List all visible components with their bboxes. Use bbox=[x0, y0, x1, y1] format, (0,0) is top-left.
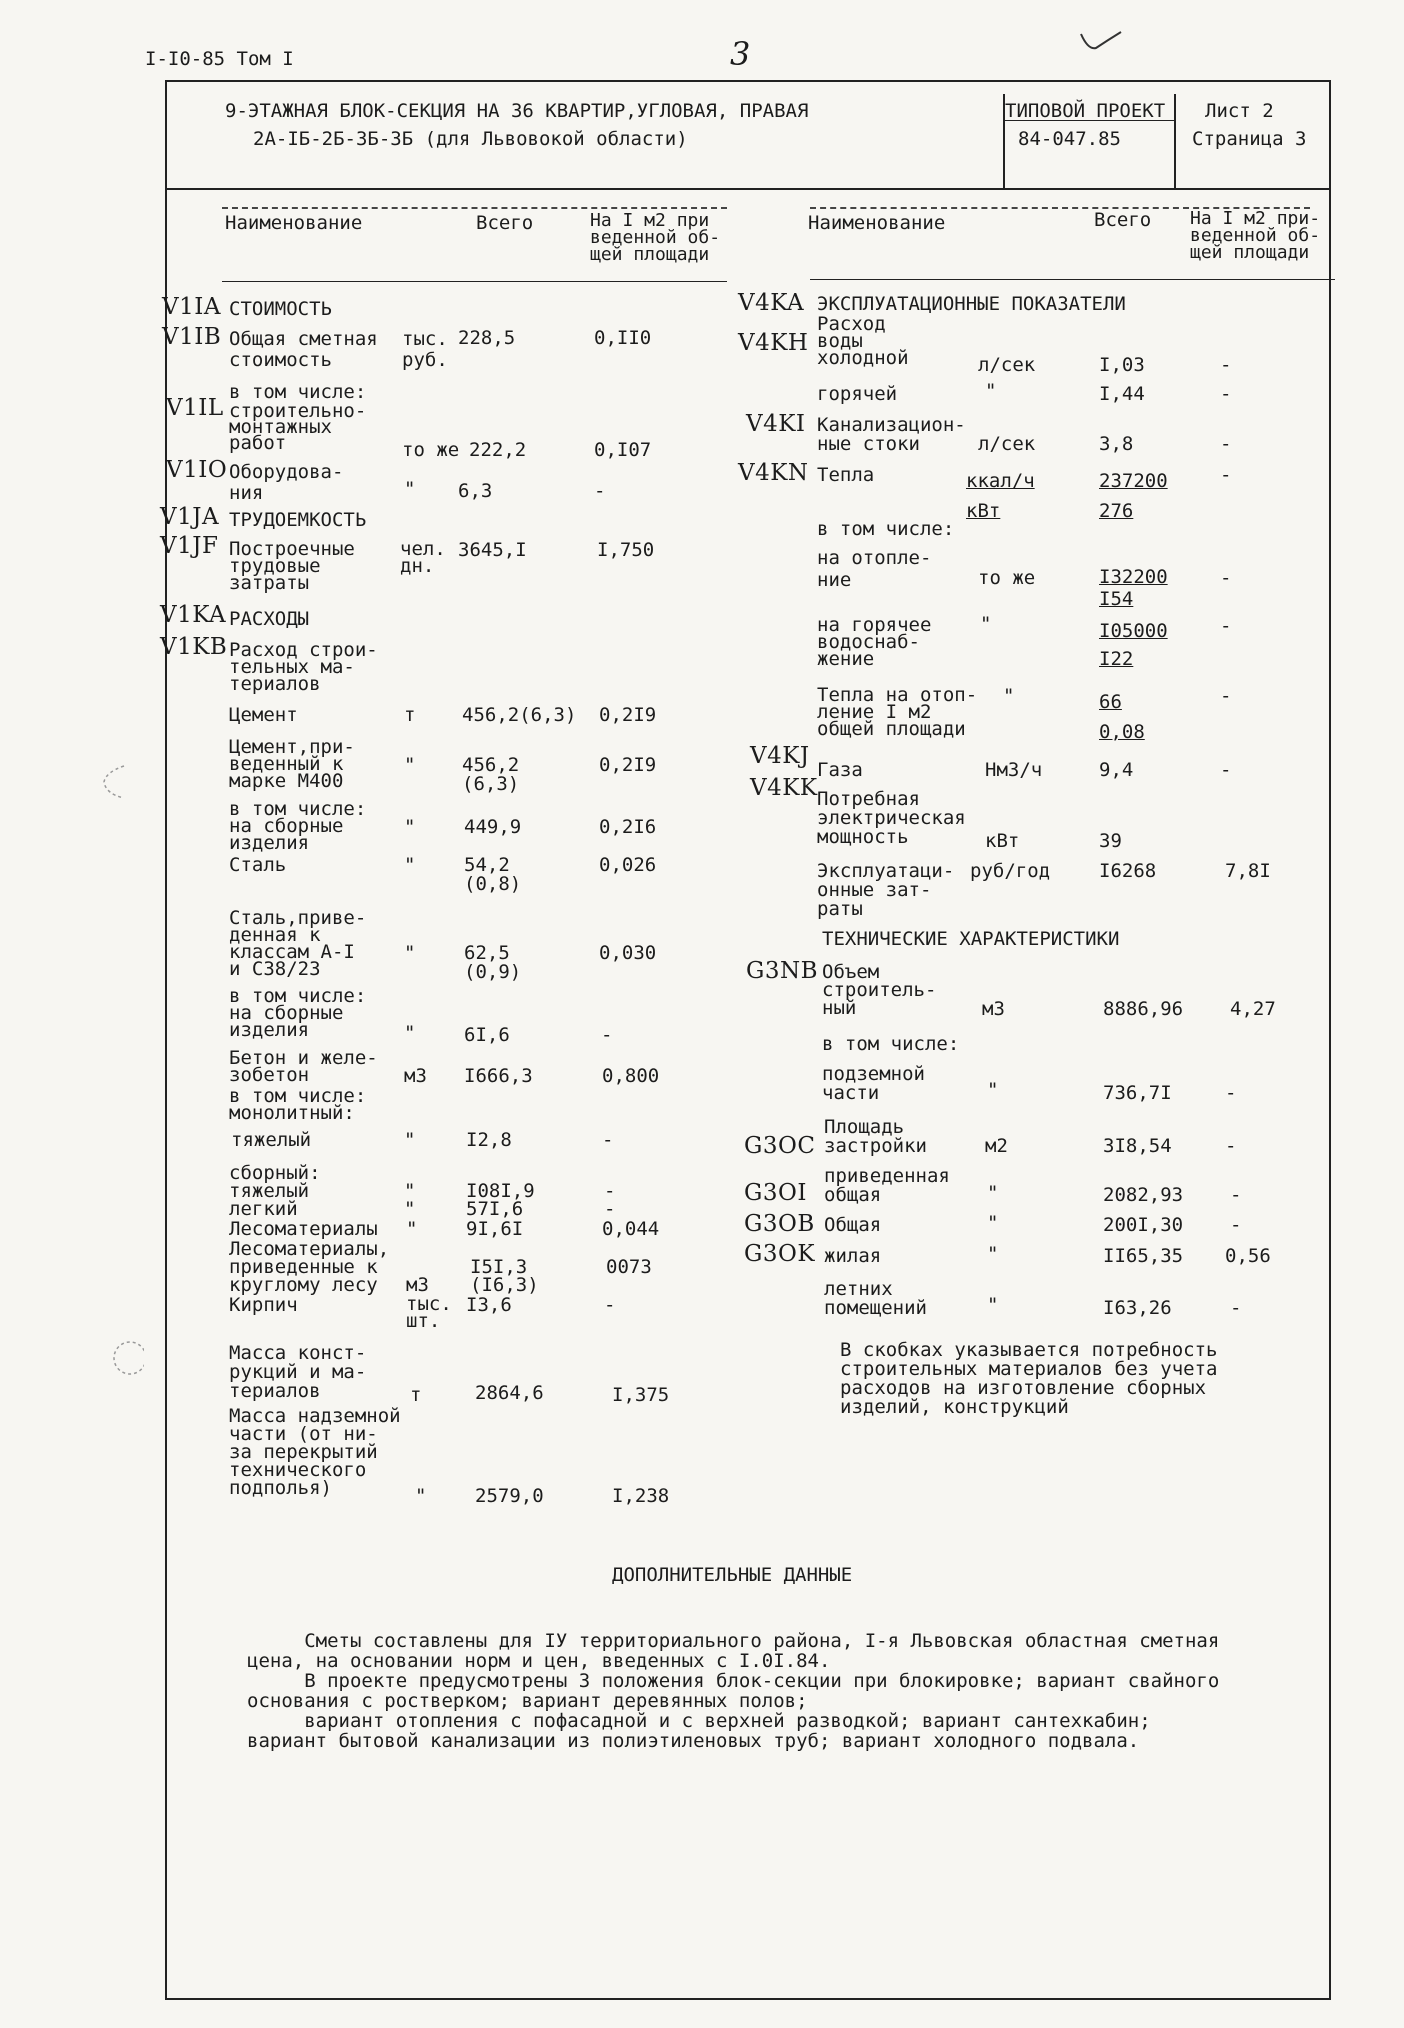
row-name: ЭКСПЛУАТАЦИОННЫЕ ПОКАЗАТЕЛИ bbox=[817, 293, 1126, 315]
row-total: 228,5 bbox=[458, 327, 516, 349]
row-code: G3OK bbox=[744, 1241, 816, 1267]
row-total: 222,2 bbox=[469, 439, 527, 461]
row-unit: ккал/ч кВт bbox=[966, 470, 1035, 522]
row-code: V1IL bbox=[166, 395, 224, 421]
row-per: - bbox=[1220, 383, 1232, 405]
row-name: ТРУДОЕМКОСТЬ bbox=[229, 509, 367, 531]
row-name: в том числе: на сборные изделия bbox=[229, 985, 367, 1041]
row-name: Лесоматериалы, приведенные к круглому лесу bbox=[229, 1238, 390, 1296]
row-name: Кирпич bbox=[229, 1294, 298, 1316]
header-dash-left bbox=[222, 207, 727, 209]
row-name: в том числе: bbox=[817, 518, 955, 540]
row-name: на горячее водоснаб- жение bbox=[817, 614, 932, 670]
row-unit: то же bbox=[402, 439, 460, 461]
header-rule-left bbox=[222, 281, 727, 282]
left-col-header-name: Наименование bbox=[225, 212, 363, 234]
row-name: Эксплуатаци- онные зат- раты bbox=[817, 860, 955, 920]
page-label: Страница 3 bbox=[1192, 128, 1307, 150]
row-code: V1IB bbox=[162, 324, 222, 350]
row-per: 0,2I6 bbox=[599, 816, 657, 838]
row-name: Цемент bbox=[229, 704, 298, 726]
row-name: приведенная общая bbox=[824, 1165, 950, 1206]
row-per: - bbox=[1220, 685, 1232, 707]
row-per: - bbox=[1220, 464, 1232, 486]
row-total: I05000 I22 bbox=[1099, 620, 1168, 670]
row-unit: " bbox=[987, 1182, 999, 1204]
row-name: летних помещений bbox=[824, 1278, 927, 1319]
row-code: V4KK bbox=[750, 775, 818, 801]
row-total: 237200 276 bbox=[1099, 470, 1168, 522]
binding-hole-mark bbox=[108, 1335, 144, 1385]
row-per: - bbox=[1220, 567, 1232, 589]
left-col-header-per-m2: На I м2 при веденной об- щей площади bbox=[590, 210, 721, 265]
row-code: G3OI bbox=[744, 1180, 807, 1206]
row-name: Тепла на отоп- ление I м2 общей площади bbox=[817, 684, 978, 740]
row-code: G3OC bbox=[744, 1133, 816, 1159]
check-mark-icon bbox=[1078, 28, 1124, 58]
row-name: тяжелый bbox=[231, 1129, 312, 1151]
row-name: строительно- монтажных работ bbox=[229, 400, 367, 454]
row-name: подземной части bbox=[822, 1063, 925, 1104]
row-unit: " " bbox=[404, 1180, 416, 1220]
row-per: 7,8I bbox=[1225, 860, 1271, 882]
materials-note: В скобках указывается потребность строительных материалов без учета расходов на изготовление сборных изделий, конструкций bbox=[840, 1339, 1218, 1418]
row-per: - bbox=[604, 1294, 616, 1316]
row-per: - bbox=[1220, 433, 1232, 455]
document-reference: I-I0-85 Том I bbox=[145, 48, 294, 70]
right-col-header-name: Наименование bbox=[808, 212, 946, 234]
row-total: 6,3 bbox=[458, 480, 493, 502]
row-unit: чел. дн. bbox=[400, 538, 446, 577]
additional-data-text: Сметы составлены для IУ территориального района, I-я Львовская областная сметная цена, на основании норм и цен, введенных с I.0I.84. В проекте предусмотрены 3 положения блок-секции при блокировке; вариант свайного основания с ростверком; вариант деревянных полов; вариант отопления с пофасадной и с верхней разводкой; вариант сантехкабин; вариант бытовой канализации из полиэтиленовых труб; вариант холодного подвала. bbox=[247, 1630, 1220, 1752]
row-unit: то же bbox=[978, 567, 1036, 589]
row-name: Канализацион- ные стоки bbox=[817, 414, 966, 455]
row-per: 0,2I9 bbox=[599, 704, 657, 726]
row-unit: кВт bbox=[985, 830, 1020, 852]
row-code: V1IO bbox=[166, 457, 228, 483]
row-unit: " bbox=[404, 478, 416, 500]
row-unit: " bbox=[404, 854, 416, 876]
right-col-header-total: Всего bbox=[1094, 209, 1152, 231]
row-total: 62,5 (0,9) bbox=[464, 942, 522, 983]
row-name: Расход строи- тельных ма- териалов bbox=[229, 639, 378, 695]
row-total: I,44 bbox=[1099, 383, 1145, 405]
row-total: 9,4 bbox=[1099, 759, 1134, 781]
row-name: Оборудова- ния bbox=[229, 461, 344, 504]
row-unit: Нм3/ч bbox=[985, 759, 1043, 781]
row-per: - bbox=[1225, 1082, 1237, 1104]
row-per: I,238 bbox=[612, 1485, 670, 1507]
row-name: Построечные трудовые затраты bbox=[229, 538, 355, 594]
row-unit: " bbox=[985, 380, 997, 402]
row-per: - bbox=[1230, 1184, 1242, 1206]
row-per: I,375 bbox=[612, 1384, 670, 1406]
row-name: Масса конст- рукций и ма- териалов bbox=[229, 1342, 367, 1402]
row-unit: " bbox=[404, 1022, 416, 1044]
right-col-header-per-m2: На I м2 при- веденной об- щей площади bbox=[1190, 208, 1321, 263]
row-per: - bbox=[602, 1129, 614, 1151]
row-unit: " bbox=[406, 1218, 418, 1240]
row-unit: " bbox=[987, 1294, 999, 1316]
row-code: V4KA bbox=[738, 290, 805, 316]
row-name: Газа bbox=[817, 759, 863, 781]
page-mark: 3 bbox=[730, 35, 751, 73]
row-code: V4KN bbox=[738, 460, 809, 486]
row-unit: тыс. шт. bbox=[406, 1293, 452, 1332]
row-name: Потребная электрическая мощность bbox=[817, 788, 966, 848]
row-total: I2,8 bbox=[466, 1129, 512, 1151]
row-code: G3OB bbox=[744, 1211, 815, 1237]
row-per: 0,56 bbox=[1225, 1245, 1271, 1267]
row-per: I,750 bbox=[597, 539, 655, 561]
row-name: Сталь bbox=[229, 854, 287, 876]
row-code: V4KJ bbox=[750, 743, 810, 769]
row-total: I666,3 bbox=[464, 1065, 533, 1087]
row-unit: " bbox=[987, 1079, 999, 1101]
row-name: Общая bbox=[824, 1214, 882, 1236]
row-total: 3645,I bbox=[458, 539, 527, 561]
row-total: I6268 bbox=[1099, 860, 1157, 882]
row-code: V1JF bbox=[160, 533, 219, 559]
row-per: - bbox=[1220, 615, 1232, 637]
row-total: 2579,0 bbox=[475, 1485, 544, 1507]
row-unit: т bbox=[410, 1384, 422, 1406]
row-name: Цемент,при- веденный к марке М400 bbox=[229, 736, 355, 792]
header-rule-right bbox=[810, 279, 1335, 280]
row-total: I3,6 bbox=[466, 1294, 512, 1316]
row-name: в том числе: bbox=[822, 1033, 960, 1055]
row-code: G3NB bbox=[746, 958, 819, 984]
row-code: V1KA bbox=[160, 602, 227, 628]
row-per: - bbox=[1220, 759, 1232, 781]
title-block-vline bbox=[1174, 94, 1176, 188]
row-total: 456,2 (6,3) bbox=[462, 754, 520, 795]
row-total: 66 0,08 bbox=[1099, 691, 1145, 743]
row-name: в том числе: bbox=[229, 381, 367, 403]
row-unit: руб/год bbox=[970, 860, 1051, 882]
row-unit: " bbox=[415, 1485, 427, 1507]
row-total: I63,26 bbox=[1103, 1297, 1172, 1319]
row-total: 8886,96 bbox=[1103, 998, 1184, 1020]
row-code: V4KH bbox=[738, 330, 809, 356]
row-per: - bbox=[1225, 1135, 1237, 1157]
row-unit: м3 bbox=[982, 998, 1005, 1020]
row-unit: м3 bbox=[406, 1274, 429, 1296]
row-total: 9I,6I bbox=[466, 1218, 524, 1240]
row-name: РАСХОДЫ bbox=[229, 608, 310, 630]
row-per: 0,I07 bbox=[594, 439, 652, 461]
row-name: на отопле- ние bbox=[817, 547, 932, 591]
title-line-2: 2А-IБ-2Б-3Б-3Б (для Львовокой области) bbox=[253, 128, 688, 150]
row-total: 54,2 (0,8) bbox=[464, 854, 522, 895]
row-name: ТЕХНИЧЕСКИЕ ХАРАКТЕРИСТИКИ bbox=[822, 928, 1120, 950]
row-total: 449,9 bbox=[464, 816, 522, 838]
row-per: 0,II0 bbox=[594, 327, 652, 349]
row-code: V1KB bbox=[160, 634, 228, 660]
row-name: Площадь застройки bbox=[824, 1116, 927, 1157]
row-name: Расход воды холодной bbox=[817, 313, 909, 369]
row-name: Сталь,приве- денная к классам А-I и С38/23 bbox=[229, 907, 367, 980]
row-name: Масса надземной части (от ни- за перекрытий технического подполья) bbox=[229, 1405, 401, 1499]
row-per: - bbox=[594, 480, 606, 502]
row-unit: " bbox=[404, 1129, 416, 1151]
row-total: 3,8 bbox=[1099, 433, 1134, 455]
row-total: I,03 bbox=[1099, 354, 1145, 376]
row-name: Бетон и желе- зобетон bbox=[229, 1047, 378, 1086]
row-unit: " bbox=[987, 1243, 999, 1265]
additional-data-heading: ДОПОЛНИТЕЛЬНЫЕ ДАННЫЕ bbox=[612, 1564, 853, 1586]
row-unit: тыс. руб. bbox=[402, 328, 448, 371]
row-unit: л/сек bbox=[978, 354, 1036, 376]
row-total: 2082,93 bbox=[1103, 1184, 1184, 1206]
row-per: 0,030 bbox=[599, 942, 657, 964]
row-name: Лесоматериалы bbox=[229, 1218, 378, 1240]
row-total: 200I,30 bbox=[1103, 1214, 1184, 1236]
row-total: 456,2(6,3) bbox=[462, 704, 577, 726]
row-per: 0,2I9 bbox=[599, 754, 657, 776]
row-per: 0073 bbox=[606, 1256, 652, 1278]
project-number: 84-047.85 bbox=[1018, 128, 1121, 150]
row-total: 736,7I bbox=[1103, 1082, 1172, 1104]
row-per: 4,27 bbox=[1230, 998, 1276, 1020]
row-per: - bbox=[1220, 354, 1232, 376]
title-line-1: 9-ЭТАЖНАЯ БЛОК-СЕКЦИЯ НА 36 КВАРТИР,УГЛОВАЯ, ПРАВАЯ bbox=[225, 100, 809, 122]
row-per: 0,026 bbox=[599, 854, 657, 876]
row-unit: л/сек bbox=[978, 433, 1036, 455]
binding-hole-mark bbox=[98, 762, 128, 806]
row-total: II65,35 bbox=[1103, 1245, 1184, 1267]
row-per: - - bbox=[604, 1180, 616, 1220]
row-unit: " bbox=[980, 613, 992, 635]
row-unit: " bbox=[1003, 685, 1015, 707]
row-name: Объем строитель- ный bbox=[822, 961, 937, 1019]
row-name: СТОИМОСТЬ bbox=[229, 298, 332, 320]
row-code: V1IA bbox=[162, 294, 221, 320]
row-name: в том числе: монолитный: bbox=[229, 1085, 367, 1124]
row-per: 0,800 bbox=[602, 1065, 660, 1087]
row-per: 0,044 bbox=[602, 1218, 660, 1240]
row-per: - bbox=[1230, 1214, 1242, 1236]
row-total: I08I,9 57I,6 bbox=[466, 1180, 535, 1220]
row-unit: м3 bbox=[404, 1065, 427, 1087]
row-unit: " bbox=[404, 942, 416, 964]
row-unit: м2 bbox=[985, 1135, 1008, 1157]
row-total: 6I,6 bbox=[464, 1024, 510, 1046]
row-name: Тепла bbox=[817, 464, 875, 486]
row-unit: " bbox=[404, 754, 416, 776]
left-col-header-total: Всего bbox=[476, 212, 534, 234]
row-unit: т bbox=[404, 704, 416, 726]
sheet-label: Лист 2 bbox=[1205, 100, 1274, 122]
row-code: V4KI bbox=[746, 411, 806, 437]
row-unit: " bbox=[987, 1212, 999, 1234]
row-unit: " bbox=[404, 816, 416, 838]
row-total: I5I,3 (I6,3) bbox=[470, 1256, 539, 1296]
row-per: - bbox=[1230, 1297, 1242, 1319]
row-per: - bbox=[601, 1024, 613, 1046]
row-total: 3I8,54 bbox=[1103, 1135, 1172, 1157]
row-name: сборный: тяжелый легкий bbox=[229, 1162, 321, 1220]
row-total: 2864,6 bbox=[475, 1382, 544, 1404]
row-code: V1JA bbox=[160, 504, 220, 530]
row-name: жилая bbox=[824, 1245, 882, 1267]
title-block-divider bbox=[167, 188, 1329, 190]
row-name: горячей bbox=[817, 383, 898, 405]
project-label: ТИПОВОЙ ПРОЕКТ bbox=[1005, 100, 1166, 122]
row-total: 39 bbox=[1099, 830, 1122, 852]
row-name: в том числе: на сборные изделия bbox=[229, 798, 367, 854]
row-name: Общая сметная стоимость bbox=[229, 328, 378, 371]
row-total: I32200 I54 bbox=[1099, 566, 1168, 610]
